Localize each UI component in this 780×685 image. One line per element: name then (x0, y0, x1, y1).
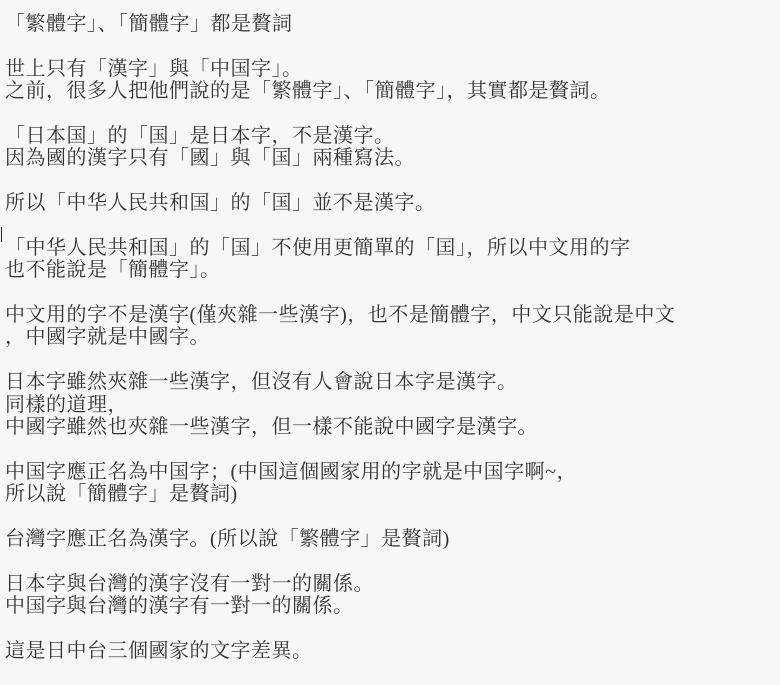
text-line (5, 35, 774, 57)
text-line: 這是日中台三個國家的文字差異。 (5, 639, 313, 662)
text-line (5, 170, 774, 192)
text-line: 台灣字應正名為漢字。(所以說「繁體字」是贅詞) (5, 527, 450, 550)
text-line: 因為國的漢字只有「國」與「国」兩種寫法。 (5, 147, 415, 170)
text-line: 所以「中华人民共和国」的「国」並不是漢字。 (5, 192, 436, 215)
text-line: 同樣的道理， (5, 393, 128, 416)
text-line: 所以說「簡體字」是贅詞) (5, 483, 238, 506)
text-line (5, 618, 774, 640)
text-line (5, 438, 774, 460)
text-line: 之前，很多人把他們說的是「繁體字」、「簡體字」，其實都是贅詞。 (5, 80, 611, 103)
text-line: 中文用的字不是漢字(僅夾雜一些漢字)，也不是簡體字，中文只能說是中文 (5, 304, 676, 327)
text-line: 中国字應正名為中国字；(中国這個國家用的字就是中国字啊~， (5, 460, 577, 483)
text-line: 世上只有「漢字」與「中国字」。 (5, 57, 303, 80)
text-line (5, 349, 774, 371)
text-line (5, 103, 774, 125)
text-line: 「日本国」的「国」是日本字，不是漢字。 (5, 124, 395, 147)
text-cursor (1, 227, 2, 242)
text-line: 日本字雖然夾雜一些漢字，但沒有人會說日本字是漢字。 (5, 371, 518, 394)
text-line: 中国字與台灣的漢字有一對一的關係。 (5, 595, 354, 618)
text-content (5, 13, 774, 662)
text-line (5, 550, 774, 572)
text-line (5, 282, 774, 304)
text-line (5, 506, 774, 528)
text-line: 「繁體字」、「簡體字」都是贅詞 (5, 13, 293, 35)
text-line: 「中华人民共和国」的「国」不使用更簡單的「囯」，所以中文用的字 (5, 236, 631, 259)
text-line: 日本字與台灣的漢字沒有一對一的關係。 (5, 572, 374, 595)
text-line: 中國字雖然也夾雜一些漢字，但一樣不能說中國字是漢字。 (5, 416, 538, 439)
text-line (5, 215, 774, 237)
text-line: ，中國字就是中國字。 (5, 326, 210, 349)
text-line: 也不能說是「簡體字」。 (5, 259, 221, 282)
